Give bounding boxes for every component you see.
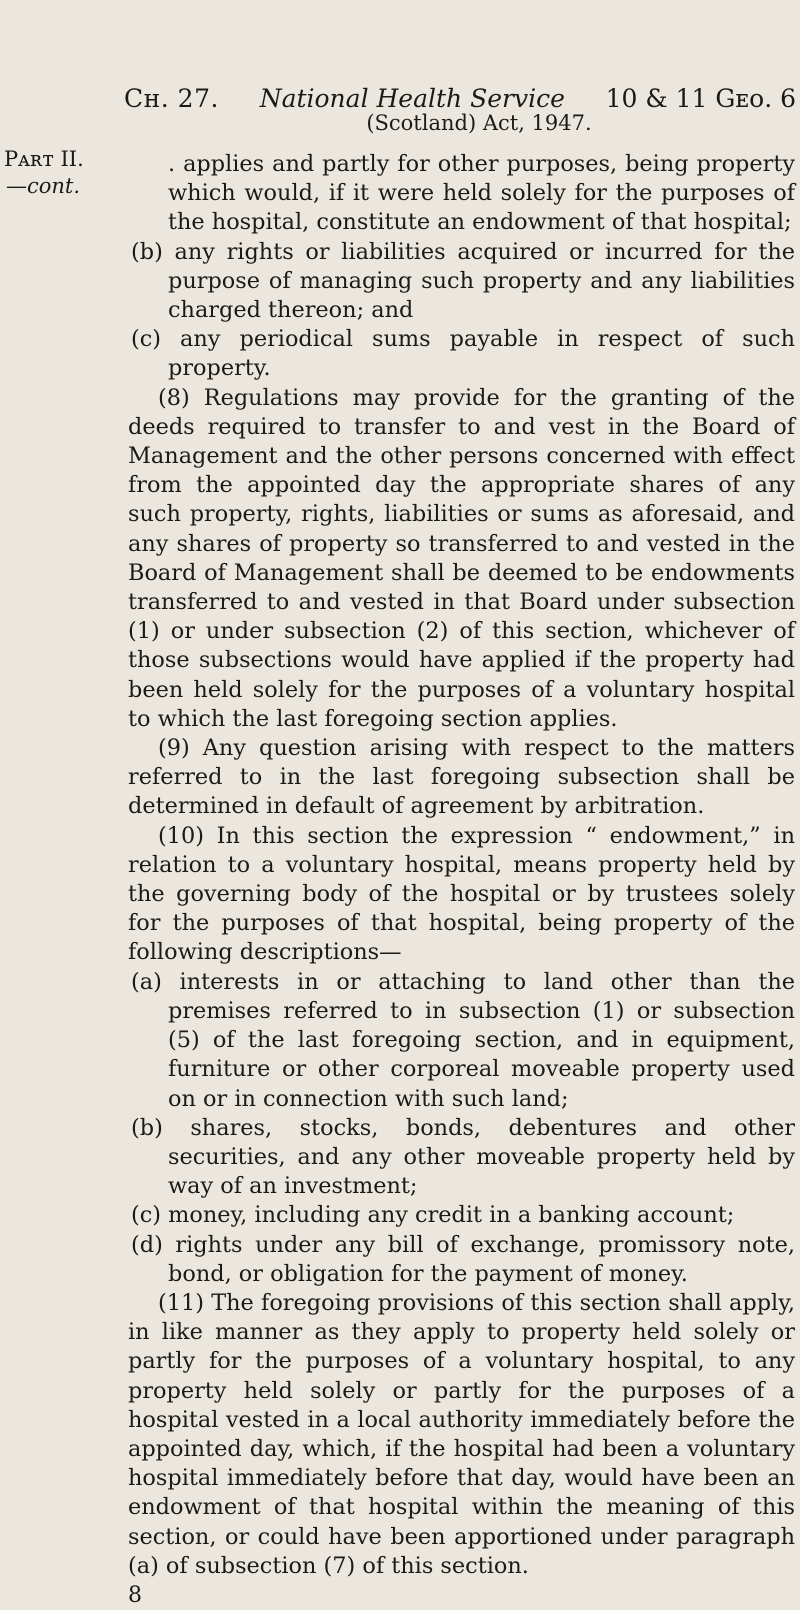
running-header [124, 84, 796, 135]
clause-10a: (a) interests in or attaching to land other than the premises referred to in subsection (1) or subsection (5) of the last foregoing section, and in equipment, furniture or other corporeal moveable property used on or in connection with such land; [131, 968, 795, 1112]
margin-note [4, 146, 84, 200]
section-body [128, 150, 795, 1610]
regnal-year: 10 & 11 Gᴇᴏ. 6 [605, 84, 796, 113]
act-title: National Health Service [259, 84, 565, 113]
clause-10b: (b) shares, stocks, bonds, debentures and other securities, and any other moveable property held by way of an investment; [131, 1114, 795, 1200]
clause-10d: (d) rights under any bill of exchange, promissory note, bond, or obligation for the payment of money. [131, 1231, 795, 1287]
subsection-11: (11) The foregoing provisions of this section shall apply, in like manner as they apply to property held solely or partly for the purposes of a voluntary hospital, to any property held solely or partly for the purposes of a hospital vested in a local authority immediately before the appointed day, which, if the hospital had been a voluntary hospital immediately before that day, would have been an endowment of that hospital within the meaning of this section, or could have been apportioned under paragraph (a) of subsection (7) of this section. [128, 1289, 795, 1579]
page-number: 8 [128, 1582, 142, 1608]
header-row [124, 84, 796, 113]
chapter-number: Cʜ. 27. [124, 84, 219, 113]
clause-c: (c) any periodical sums payable in respect of such property. [131, 326, 795, 382]
subsection-8: (8) Regulations may provide for the granting of the deeds required to transfer to and vest in the Board of Management and the other persons concerned with effect from the appointed day the appropriate shares of any such property, rights, liabilities or sums as aforesaid, and any shares of property so transferred to and vested in the Board of Management shall be deemed to be endowments transferred to and vested in that Board under subsection (1) or under subsection (2) of this section, whichever of those subsections would have applied if the property had been held solely for the purposes of a voluntary hospital to which the last foregoing section applies. [128, 384, 795, 732]
continued-label: —cont. [6, 174, 81, 198]
clause-b: (b) any rights or liabilities acquired or incurred for the purpose of managing such property and any liabilities charged thereon; and [131, 238, 795, 324]
act-subtitle: (Scotland) Act, 1947. [366, 111, 592, 135]
clause-10c: (c) money, including any credit in a banking account; [131, 1202, 735, 1229]
part-label: Pᴀʀᴛ II. [4, 147, 84, 171]
subsection-9: (9) Any question arising with respect to the matters referred to in the last foregoing subsection shall be determined in default of agreement by arbitration. [128, 735, 795, 820]
paragraph-continuation: . applies and partly for other purposes, being property which would, if it were held solely for the purposes of the hospital, constitute an endowment of that hospital; [168, 151, 795, 236]
subsection-10: (10) In this section the expression “ endowment,” in relation to a voluntary hospital, means property held by the governing body of the hospital or by trustees solely for the purposes of that hospital, being property of the following descriptions— [128, 822, 795, 966]
